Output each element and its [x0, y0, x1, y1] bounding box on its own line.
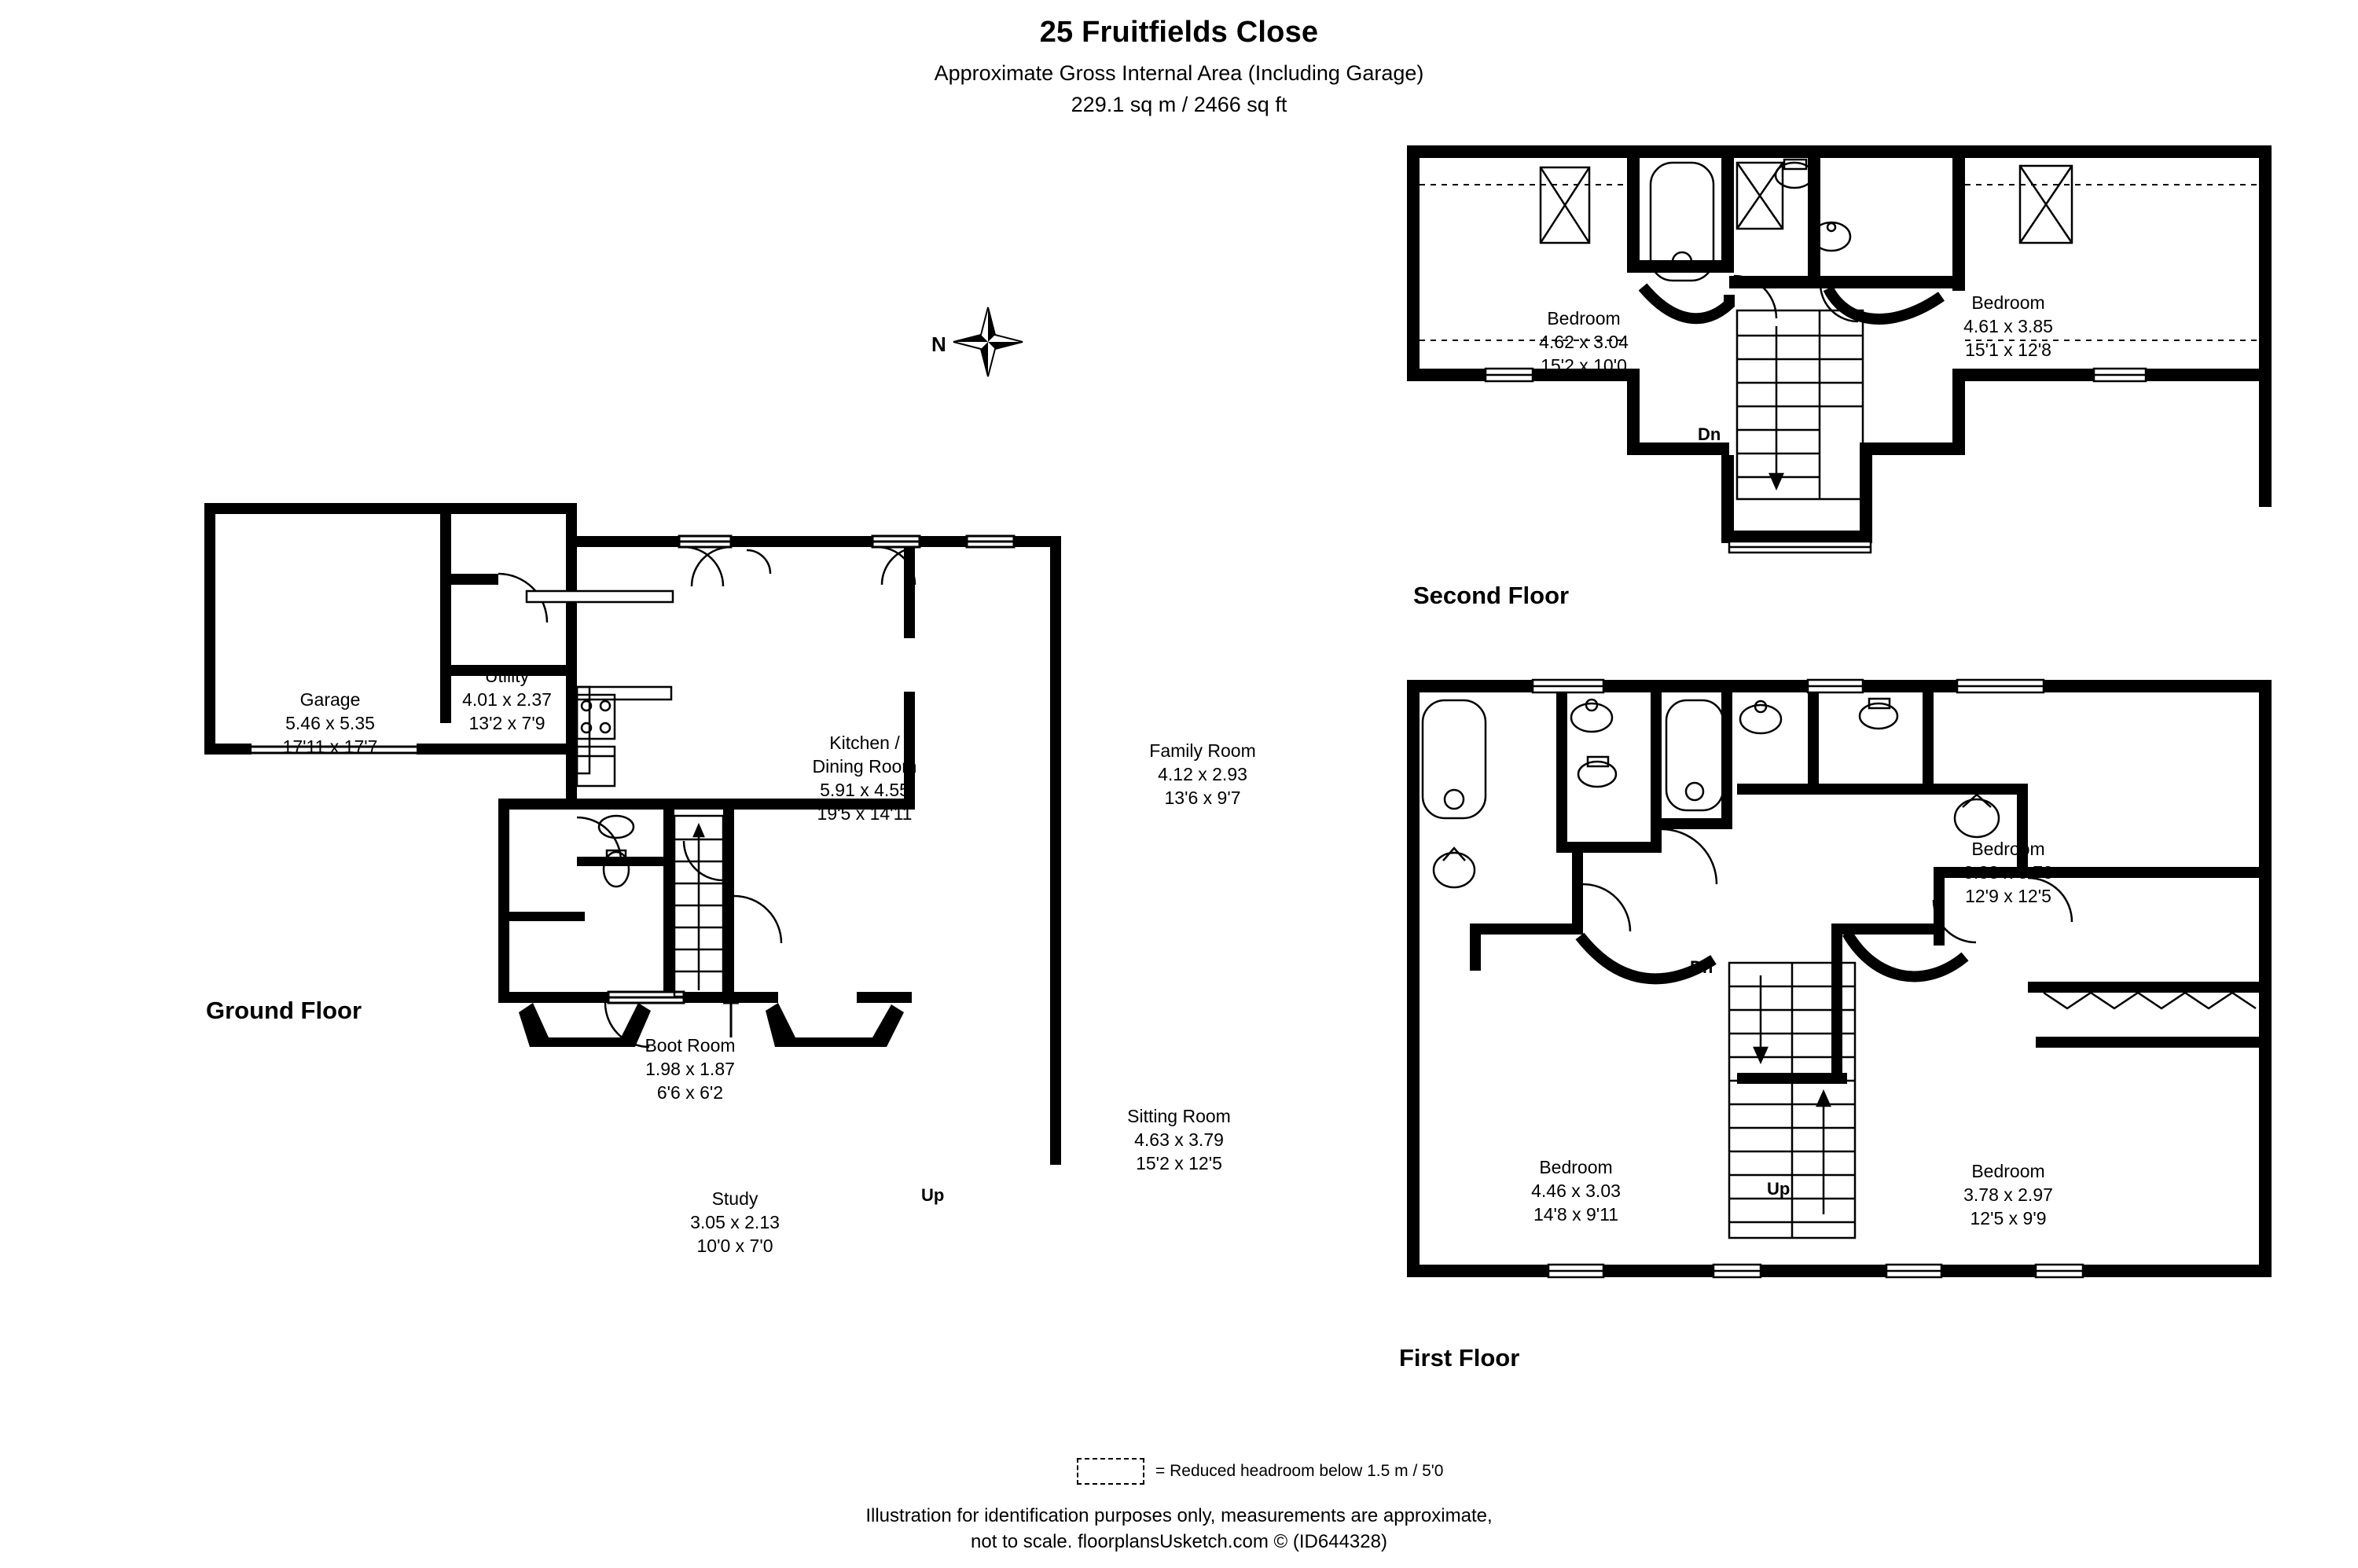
disclaimer-line2: not to scale. floorplansUsketch.com © (ID644328) — [971, 1531, 1387, 1552]
second-stair-down-label: Dn — [1698, 424, 1721, 444]
room-sitting: Sitting Room 4.63 x 3.79 15'2 x 12'5 — [1127, 1106, 1231, 1173]
room-utility: Utility 4.01 x 2.37 13'2 x 7'9 — [462, 666, 552, 733]
room-family: Family Room 4.12 x 2.93 13'6 x 9'7 — [1149, 740, 1256, 808]
room-second-bedroom-2: Bedroom 4.61 x 3.85 15'1 x 12'8 — [1963, 292, 2053, 360]
room-kitchen-dining: Kitchen / Dining Room 5.91 x 4.55 19'5 x 14'11 — [812, 733, 917, 824]
area-subtitle-line1: Approximate Gross Internal Area (Including Garage) — [934, 61, 1424, 85]
room-study: Study 3.05 x 2.13 10'0 x 7'0 — [690, 1188, 780, 1256]
legend — [1077, 1458, 1486, 1485]
disclaimer-line1: Illustration for identification purposes only, measurements are approximate, — [865, 1505, 1493, 1526]
first-stair-down-label: Dn — [1690, 957, 1713, 977]
floor-label-first: First Floor — [1399, 1344, 1520, 1372]
compass-rose — [931, 303, 1049, 385]
legend-label: = Reduced headroom below 1.5 m / 5'0 — [1155, 1462, 1444, 1480]
first-stair-up-label: Up — [1767, 1179, 1791, 1199]
page-title: 25 Fruitfields Close — [1039, 16, 1319, 49]
room-second-bedroom-1: Bedroom 4.62 x 3.04 15'2 x 10'0 — [1539, 308, 1629, 376]
area-subtitle-line2: 229.1 sq m / 2466 sq ft — [1071, 93, 1287, 116]
floor-label-ground: Ground Floor — [206, 997, 362, 1024]
ground-stair-up-label: Up — [921, 1185, 945, 1205]
room-garage: Garage 5.46 x 5.35 17'11 x 17'7 — [282, 689, 378, 757]
reduced-headroom-swatch — [1077, 1458, 1144, 1485]
room-boot: Boot Room 1.98 x 1.87 6'6 x 6'2 — [645, 1035, 736, 1103]
compass-north-label: N — [931, 332, 946, 356]
room-first-bedroom-1: Bedroom 3.88 x 3.78 12'9 x 12'5 — [1963, 839, 2053, 906]
ground-floor-plan — [181, 487, 1407, 1430]
room-first-bedroom-2: Bedroom 4.46 x 3.03 14'8 x 9'11 — [1531, 1157, 1621, 1225]
room-first-bedroom-3: Bedroom 3.78 x 2.97 12'5 x 9'9 — [1963, 1161, 2053, 1228]
floor-label-second: Second Floor — [1413, 582, 1570, 609]
compass-icon — [931, 303, 1049, 385]
